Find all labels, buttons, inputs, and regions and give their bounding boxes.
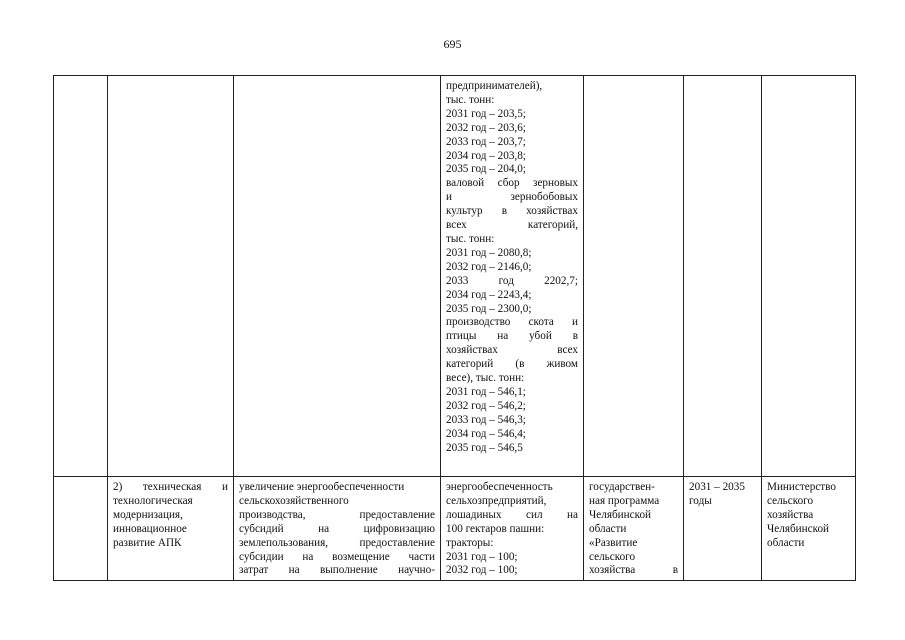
text-line: 2034 год – 2243,4;	[446, 288, 532, 301]
text-line: области	[589, 522, 627, 535]
text-line: 2033 год 2202,7;	[446, 274, 578, 287]
text-line: модернизация,	[113, 508, 183, 521]
text-line: хозяйства	[767, 508, 814, 521]
row1-program-cell	[584, 76, 684, 477]
text-line: 2032 год – 100;	[446, 564, 518, 577]
text-line: затрат на выполнение научно-	[239, 564, 435, 577]
row2-measures-cell	[234, 477, 441, 581]
text-line: 2032 год – 546,2;	[446, 399, 526, 412]
row1-executor-cell	[762, 76, 856, 477]
text-line: 2035 год – 546,5	[446, 441, 523, 454]
row2-program-cell	[584, 477, 684, 581]
text-line: области	[767, 536, 805, 549]
text-line: всех категорий,	[446, 219, 578, 232]
text-line: 2032 год – 2146,0;	[446, 260, 532, 273]
text-line: 2031 год – 546,1;	[446, 385, 526, 398]
text-line: лошадиных сил на	[446, 508, 578, 521]
text-line: категорий (в живом	[446, 358, 578, 371]
text-line: весе), тыс. тонн:	[446, 372, 525, 385]
text-line: хозяйствах всех	[446, 344, 578, 357]
row1-number-cell	[54, 76, 108, 477]
text-line: производство скота и	[446, 316, 578, 329]
text-line: 2033 год – 546,3;	[446, 413, 526, 426]
text-line: 2035 год – 204,0;	[446, 163, 526, 176]
text-line: 100 гектаров пашни:	[446, 522, 545, 535]
row2-period-cell	[684, 477, 762, 581]
row1-period-cell	[684, 76, 762, 477]
measures-table	[53, 75, 856, 581]
row1-indicators-text	[446, 80, 578, 455]
text-line: субсидии на возмещение части	[239, 550, 435, 563]
text-line: 2031 год – 203,5;	[446, 107, 526, 120]
row2-number-cell	[54, 477, 108, 581]
text-line: 2) техническая и	[113, 481, 228, 493]
text-line: Челябинской	[589, 508, 652, 521]
text-line: землепользования, предоставление	[239, 536, 435, 549]
row2-indicators-cell	[441, 477, 584, 581]
row1-measures-cell	[234, 76, 441, 477]
text-line: тыс. тонн:	[446, 232, 495, 245]
text-line: 2031 год – 2080,8;	[446, 246, 532, 259]
text-line: культур в хозяйствах	[446, 205, 578, 218]
text-line: ная программа	[589, 494, 660, 507]
text-line: птицы на убой в	[446, 330, 578, 343]
text-line: развитие АПК	[113, 536, 182, 549]
row2-program-text	[589, 481, 678, 578]
text-line: энергообеспеченность	[446, 481, 553, 493]
text-line: инновационное	[113, 522, 187, 535]
text-line: Министерство	[767, 481, 836, 493]
text-line: сельскохозяйственного	[239, 494, 349, 507]
text-line: сельского	[767, 494, 814, 507]
row2-executor-cell	[762, 477, 856, 581]
row2-task-text	[113, 481, 228, 551]
text-line: сельского	[589, 550, 636, 563]
text-line: 2035 год – 2300,0;	[446, 302, 532, 315]
row2-measures-text	[239, 481, 435, 578]
text-line: Челябинской	[767, 522, 830, 535]
text-line: 2031 – 2035	[689, 481, 745, 493]
text-line: государствен-	[589, 481, 655, 493]
text-line: тыс. тонн:	[446, 93, 495, 106]
text-line: субсидий на цифровизацию	[239, 522, 435, 535]
text-line: и зернобобовых	[446, 191, 578, 204]
text-line: валовой сбор зерновых	[446, 177, 578, 190]
page-number: 695	[443, 37, 462, 51]
text-line: сельхозпредприятий,	[446, 494, 547, 507]
text-line: хозяйства в	[589, 564, 678, 577]
row1-task-cell	[108, 76, 234, 477]
row2-task-cell	[108, 477, 234, 581]
text-line: 2034 год – 203,8;	[446, 149, 526, 162]
text-line: 2034 год – 546,4;	[446, 427, 526, 440]
text-line: 2033 год – 203,7;	[446, 135, 526, 148]
row1-indicators-cell	[441, 76, 584, 477]
row2-period-text	[689, 481, 756, 509]
text-line: 2031 год – 100;	[446, 550, 518, 563]
row2-executor-text	[767, 481, 850, 551]
text-line: тракторы:	[446, 536, 494, 549]
row2-indicators-text	[446, 481, 578, 578]
text-line: производства, предоставление	[239, 508, 435, 521]
text-line: годы	[689, 494, 712, 507]
text-line: «Развитие	[589, 536, 638, 549]
text-line: увеличение энергообеспеченности	[239, 481, 405, 493]
text-line: предпринимателей),	[446, 80, 543, 92]
text-line: 2032 год – 203,6;	[446, 121, 526, 134]
text-line: технологическая	[113, 494, 193, 507]
